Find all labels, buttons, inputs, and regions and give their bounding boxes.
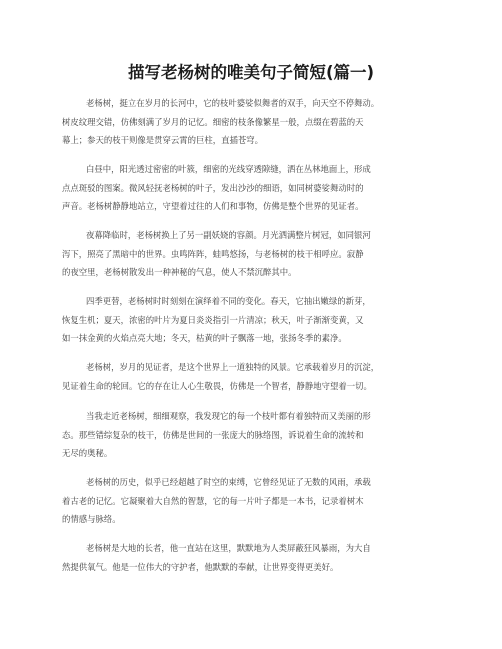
text-line: 着古老的记忆。它凝聚着大自然的智慧，它的每一片叶子都是一本书，记录着树木: [62, 495, 364, 506]
paragraph-4: [62, 292, 440, 348]
text-line: 老杨树，岁月的见证者，是这个世界上一道独特的风景。它承载着岁月的沉淀，: [86, 362, 380, 372]
text-line: 老杨树的历史，似乎已经超越了时空的束缚，它曾经见证了无数的风雨，承载: [86, 477, 371, 487]
text-line: 泻下，照亮了黑暗中的世界。虫鸣阵阵，蛙鸣悠扬，与老杨树的枝干相呼应。寂静: [62, 248, 364, 259]
text-line: 见证着生命的轮回。它的存在让人心生敬畏，仿佛是一个智者，静静地守望着一切。: [62, 380, 372, 391]
text-line: 然提供氧气。他是一位伟大的守护者，他默默的奉献，让世界变得更美好。: [62, 561, 339, 572]
text-line: 当我走近老杨树，细细观察，我发现它的每一个枝叶都有着独特而又美丽的形: [86, 411, 371, 421]
text-line: 树皮纹理交错，仿佛刻满了岁月的记忆。细密的枝条像繁星一般，点缀在碧蓝的天: [62, 116, 364, 127]
paragraph-3: [62, 226, 440, 282]
paragraph-5: [62, 358, 440, 395]
text-line: 四季更替，老杨树时时刻刻在演绎着不同的变化。春天，它抽出嫩绿的新芽，: [86, 296, 371, 306]
text-line: 夜幕降临时，老杨树换上了另一副妖娆的容颜。月光洒满整片树冠，如同银河: [86, 230, 371, 240]
text-line: 恢复生机；夏天，浓密的叶片为夏日炎炎指引一片清凉；秋天，叶子渐渐变黄，又: [62, 314, 364, 325]
text-line: 老杨树，挺立在岁月的长河中，它的枝叶婆娑似舞者的双手，向天空不停舞动。: [86, 98, 380, 108]
text-line: 的情感与脉络。: [62, 514, 121, 524]
paragraph-6: [62, 407, 440, 463]
text-line: 的夜空里，老杨树散发出一种神秘的气息，使人不禁沉醉其中。: [62, 267, 297, 277]
text-line: 声音。老杨树静静地站立，守望着过往的人们和事物，仿佛是整个世界的见证者。: [62, 201, 364, 211]
text-line: 点点斑驳的图案。微风轻抚老杨树的叶子，发出沙沙的细语，如同树婆娑舞动时的: [62, 182, 364, 193]
text-line: 无尽的奥秘。: [62, 448, 113, 458]
text-line: 老杨树是大地的长者，他一直站在这里，默默地为人类屏蔽狂风暴雨，为大自: [86, 543, 371, 553]
paragraph-2: [62, 160, 440, 216]
text-line: 白昼中，阳光透过密密的叶簇，细密的光线穿透隙缝，洒在丛林地面上，形成: [86, 164, 371, 174]
text-line: 幕上；参天的枝干则像是贯穿云霄的巨柱，直插苍穹。: [62, 135, 263, 145]
text-line: 如一抹金黄的火焰点亮大地；冬天，枯黄的叶子飘落一地，张扬冬季的素净。: [62, 333, 347, 343]
paragraph-7: [62, 473, 440, 529]
paragraph-8: [62, 539, 440, 576]
text-line: 态。那些错综复杂的枝干，仿佛是世间的一张庞大的脉络图，诉说着生命的流转和: [62, 429, 364, 440]
page-title: 描写老杨树的唯美句子简短(篇一): [127, 63, 375, 82]
paragraph-1: [62, 94, 440, 150]
